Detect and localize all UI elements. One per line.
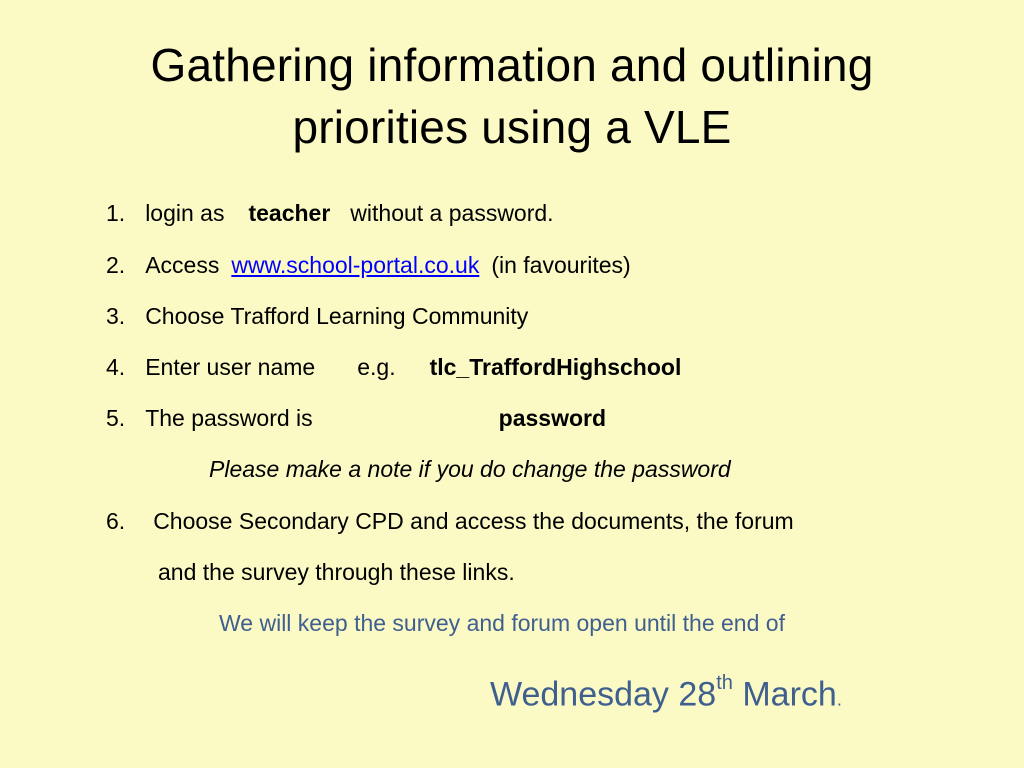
- step-6-continued: and the survey through these links.: [158, 559, 515, 585]
- date-period: .: [836, 689, 842, 710]
- closing-note: We will keep the survey and forum open until the end of: [219, 610, 785, 636]
- slide-title: [40, 34, 984, 158]
- date-ordinal: th: [716, 672, 733, 694]
- step-number: 5.: [106, 405, 126, 431]
- step-text: Access: [145, 252, 220, 278]
- role-teacher: teacher: [248, 200, 331, 226]
- password-note: Please make a note if you do change the password: [209, 456, 731, 482]
- step-6: [106, 507, 794, 535]
- step-3: [106, 302, 528, 330]
- step-text-suffix: (in favourites): [491, 252, 631, 278]
- date-month: March: [732, 675, 837, 714]
- title-line-2: priorities using a VLE: [292, 101, 732, 153]
- step-number: 3.: [106, 303, 126, 329]
- default-password: password: [498, 405, 607, 431]
- step-number: 1.: [106, 200, 126, 226]
- step-text-line-1: Choose Secondary CPD and access the documents, the forum: [153, 508, 794, 534]
- deadline-date: [490, 667, 842, 719]
- example-label: e.g.: [357, 354, 396, 380]
- step-1: [106, 199, 554, 227]
- step-2: [106, 251, 631, 279]
- portal-link[interactable]: www.school-portal.co.uk: [231, 252, 480, 278]
- step-text-suffix: without a password.: [350, 200, 554, 226]
- step-text: Choose Trafford Learning Community: [145, 303, 529, 329]
- step-text: The password is: [145, 405, 313, 431]
- step-number: 6.: [106, 508, 126, 534]
- step-text: login as: [145, 200, 225, 226]
- date-day: Wednesday 28: [490, 675, 717, 714]
- step-5: [106, 404, 606, 432]
- title-line-1: Gathering information and outlining: [150, 39, 874, 91]
- step-4: [106, 353, 681, 381]
- step-text: Enter user name: [145, 354, 316, 380]
- step-number: 4.: [106, 354, 126, 380]
- example-username: tlc_TraffordHighschool: [429, 354, 682, 380]
- step-number: 2.: [106, 252, 126, 278]
